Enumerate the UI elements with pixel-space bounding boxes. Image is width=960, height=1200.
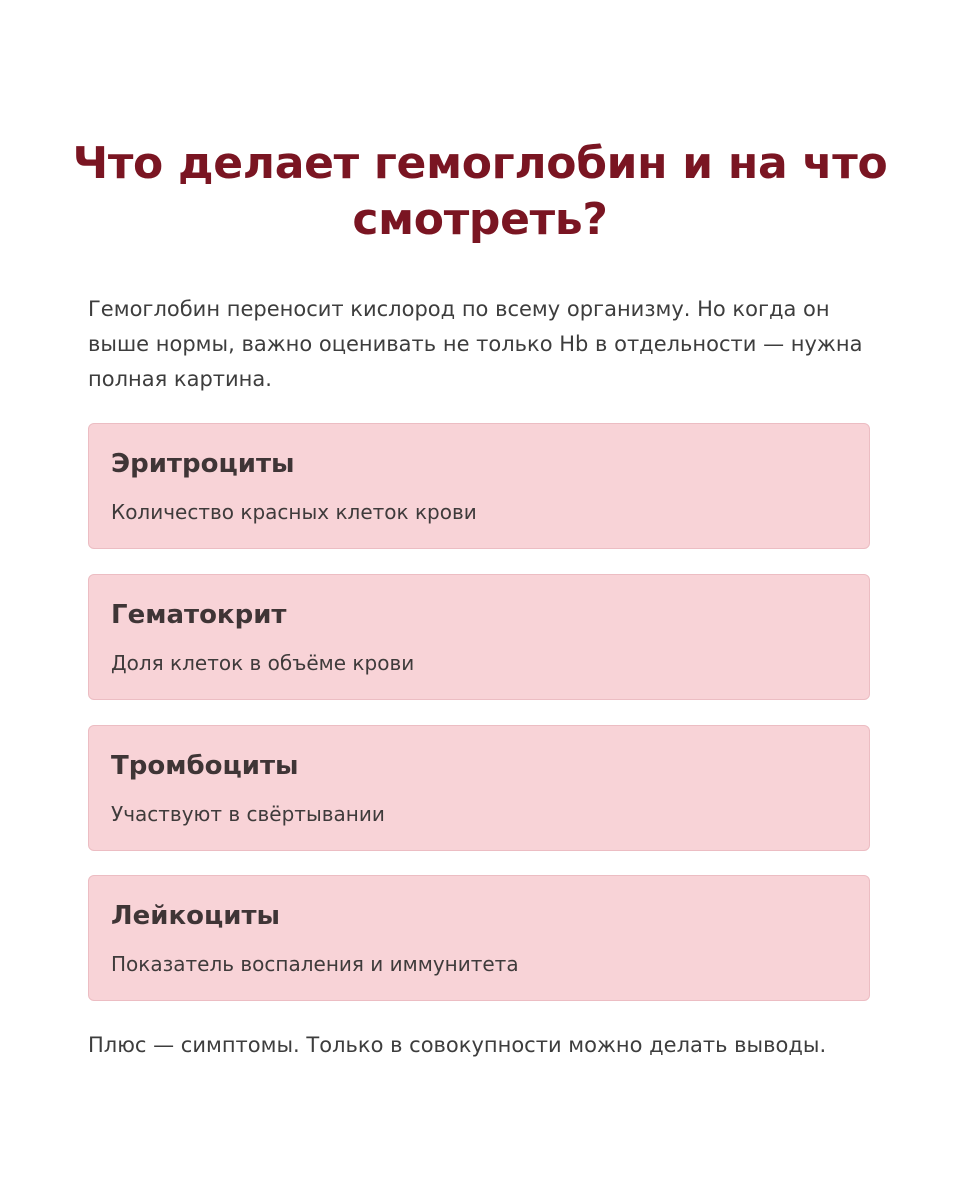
card-title: Лейкоциты xyxy=(111,901,281,931)
card-title: Эритроциты xyxy=(111,449,295,479)
footer-note: Плюс — симптомы. Только в совокупности можно делать выводы. xyxy=(88,1033,827,1057)
card-title: Гематокрит xyxy=(111,600,287,630)
card-description: Доля клеток в объёме крови xyxy=(111,651,415,675)
intro-paragraph: Гемоглобин переносит кислород по всему организму. Но когда он выше нормы, важно оценивать не только Hb в отдельности — нужна полная картина. xyxy=(88,297,863,391)
card-platelets xyxy=(88,725,870,851)
card-leukocytes xyxy=(88,875,870,1001)
card-description: Показатель воспаления и иммунитета xyxy=(111,952,519,976)
page-title: Что делает гемоглобин и на что смотреть? xyxy=(72,138,888,245)
card-description: Количество красных клеток крови xyxy=(111,500,477,524)
card-erythrocytes xyxy=(88,423,870,549)
card-description: Участвуют в свёртывании xyxy=(111,802,385,826)
card-title: Тромбоциты xyxy=(111,751,299,781)
card-hematocrit xyxy=(88,574,870,700)
